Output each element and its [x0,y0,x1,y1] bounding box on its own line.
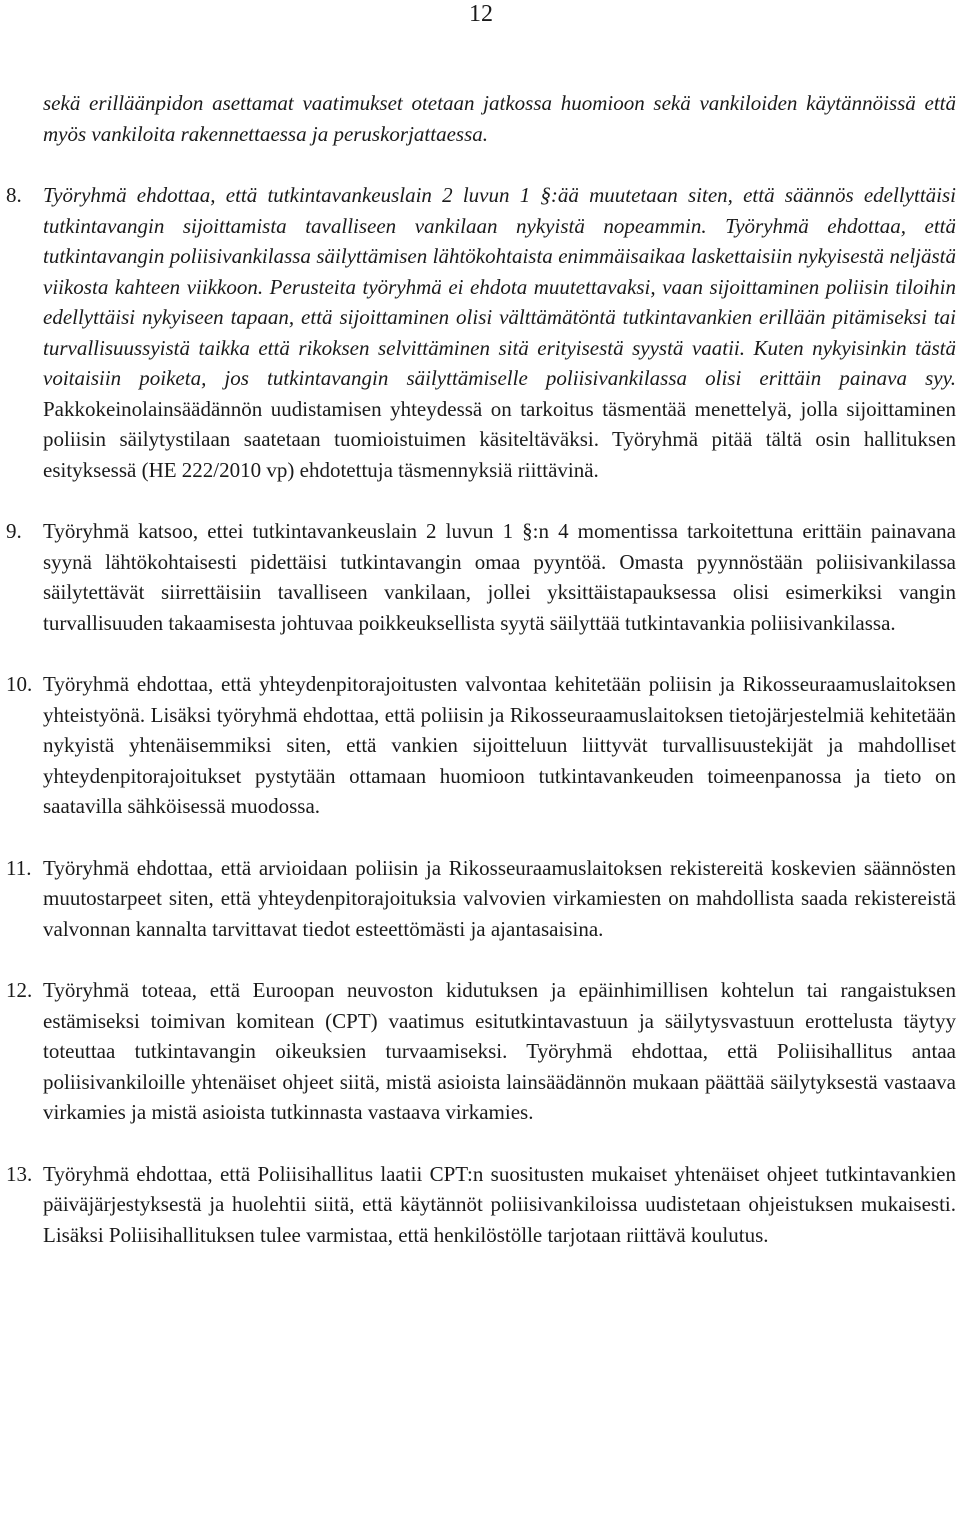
item-text [43,975,956,1128]
item-number: 13. [6,1161,33,1186]
item-number: 9. [6,519,22,543]
item-segment: Työryhmä toteaa, että Euroopan neuvoston kidutuksen ja epäinhimillisen kohtelun tai rangaistuksen estämiseksi toimivan komitean (CPT) vaatimus esitutkintavastuun ja säilytysvastuun erottelusta täytyy toteuttaa tutkintavangin oikeuksien turvaamiseksi. Työryhmä ehdottaa, että Poliisihallitus antaa poliisivankiloille yhtenäiset ohjeet siitä, mistä asioista lainsäädännön mukaan päättää säilytyksestä vastaava virkamies ja mistä asioista tutkinnasta vastaava virkamies. [43,978,956,1124]
document-body [0,88,960,1281]
item-text [43,516,956,638]
item-number: 12. [6,978,33,1002]
item-segment: Pakkokeinolainsäädännön uudistamisen yhteydessä on tarkoitus täsmentää menettelyä, jolla sijoittaminen poliisin säilytystilaan saatetaan tuomioistuimen käsiteltäväksi. Työryhmä pitää tältä osin hallituksen esityksessä (HE 222/2010 vp) ehdotettuja täsmennyksiä riittävinä. [43,396,956,482]
page-number: 12 [469,1,493,27]
list-item-8 [0,180,960,485]
item-text [43,853,956,945]
intro-paragraph: sekä erilläänpidon asettamat vaatimukset otetaan jatkossa huomioon sekä vankiloiden käytännöissä että myös vankiloita rakennettaessa ja peruskorjattaessa. [43,91,956,146]
item-segment: Työryhmä ehdottaa, että Poliisihallitus laatii CPT:n suositusten mukaiset yhtenäiset ohjeet tutkintavankien päiväjärjestyksestä ja huolehtii siitä, että käytännöt poliisivankiloissa uudistetaan ohjeistuksen mukaisesti. Lisäksi Poliisihallituksen tulee varmistaa, että henkilöstölle tarjotaan riittävä koulutus. [43,1161,956,1247]
item-text [43,180,956,485]
list-item-11 [0,853,960,945]
item-number: 10. [6,672,33,696]
list-item-12 [0,975,960,1128]
list-item-10 [0,669,960,822]
item-segment: Työryhmä ehdottaa, että yhteydenpitorajoitusten valvontaa kehitetään poliisin ja Rikosseuraamuslaitoksen yhteistyönä. Lisäksi työryhmä ehdottaa, että poliisin ja Rikosseuraamuslaitoksen tietojärjestelmiä kehitetään nykyistä yhtenäisemmiksi siten, että vankien sijoitteluun liittyvät turvallisuustekijät ja mahdolliset yhteydenpitorajoitukset pystytään ottamaan huomioon tutkintavankeuden toimeenpanossa ja tieto on saatavilla sähköisessä muodossa. [43,672,956,818]
item-segment: Työryhmä katsoo, ettei tutkintavankeuslain 2 luvun 1 §:n 4 momentissa tarkoitettuna erittäin painavana syynä lähtökohtaisesti pidettäisi tutkintavangin omaa pyyntöä. Omasta pyynnöstään poliisivankilassa säilytettävät siirrettäisiin tavalliseen vankilaan, jollei yksittäistapauksessa olisi esimerkiksi vangin turvallisuuden takaamisesta johtuvaa poikkeuksellista syytä säilyttää tutkintavankia poliisivankilassa. [43,519,956,635]
item-segment: Työryhmä ehdottaa, että tutkintavankeuslain 2 luvun 1 §:ää muutetaan siten, että säännös edellyttäisi tutkintavangin sijoittamista tavalliseen vankilaan nykyistä nopeammin. Työryhmä ehdottaa, että tutkintavangin poliisivankilassa säilyttämisen lähtökohtaista enimmäisaikaa laskettaisiin nykyisestä neljästä viikosta kahteen viikkoon. Perusteita työryhmä ei ehdota muutettavaksi, vaan sijoittaminen poliisin tiloihin edellyttäisi nykyiseen tapaan, että sijoittaminen olisi välttämätöntä tutkintavankien erillään pitämiseksi tai turvallisuussyistä taikka että rikoksen selvittäminen sitä erityisestä syystä vaatii. Kuten nykyisinkin tästä voitaisiin poiketa, jos tutkintavangin säilyttämiselle poliisivankilassa olisi erittäin painava syy. [43,183,956,390]
item-text [43,669,956,822]
item-text [43,1159,956,1251]
item-number: 8. [6,183,22,207]
item-segment: Työryhmä ehdottaa, että arvioidaan poliisin ja Rikosseuraamuslaitoksen rekistereitä koskevien säännösten muutostarpeet siten, että yhteydenpitorajoituksia valvovien virkamiesten on mahdollista saada rekistereistä valvonnan kannalta tarvittavat tiedot esteettömästi ja ajantasaisina. [43,855,956,941]
item-number: 11. [6,855,32,880]
list-item-13 [0,1159,960,1251]
list-item-9 [0,516,960,638]
